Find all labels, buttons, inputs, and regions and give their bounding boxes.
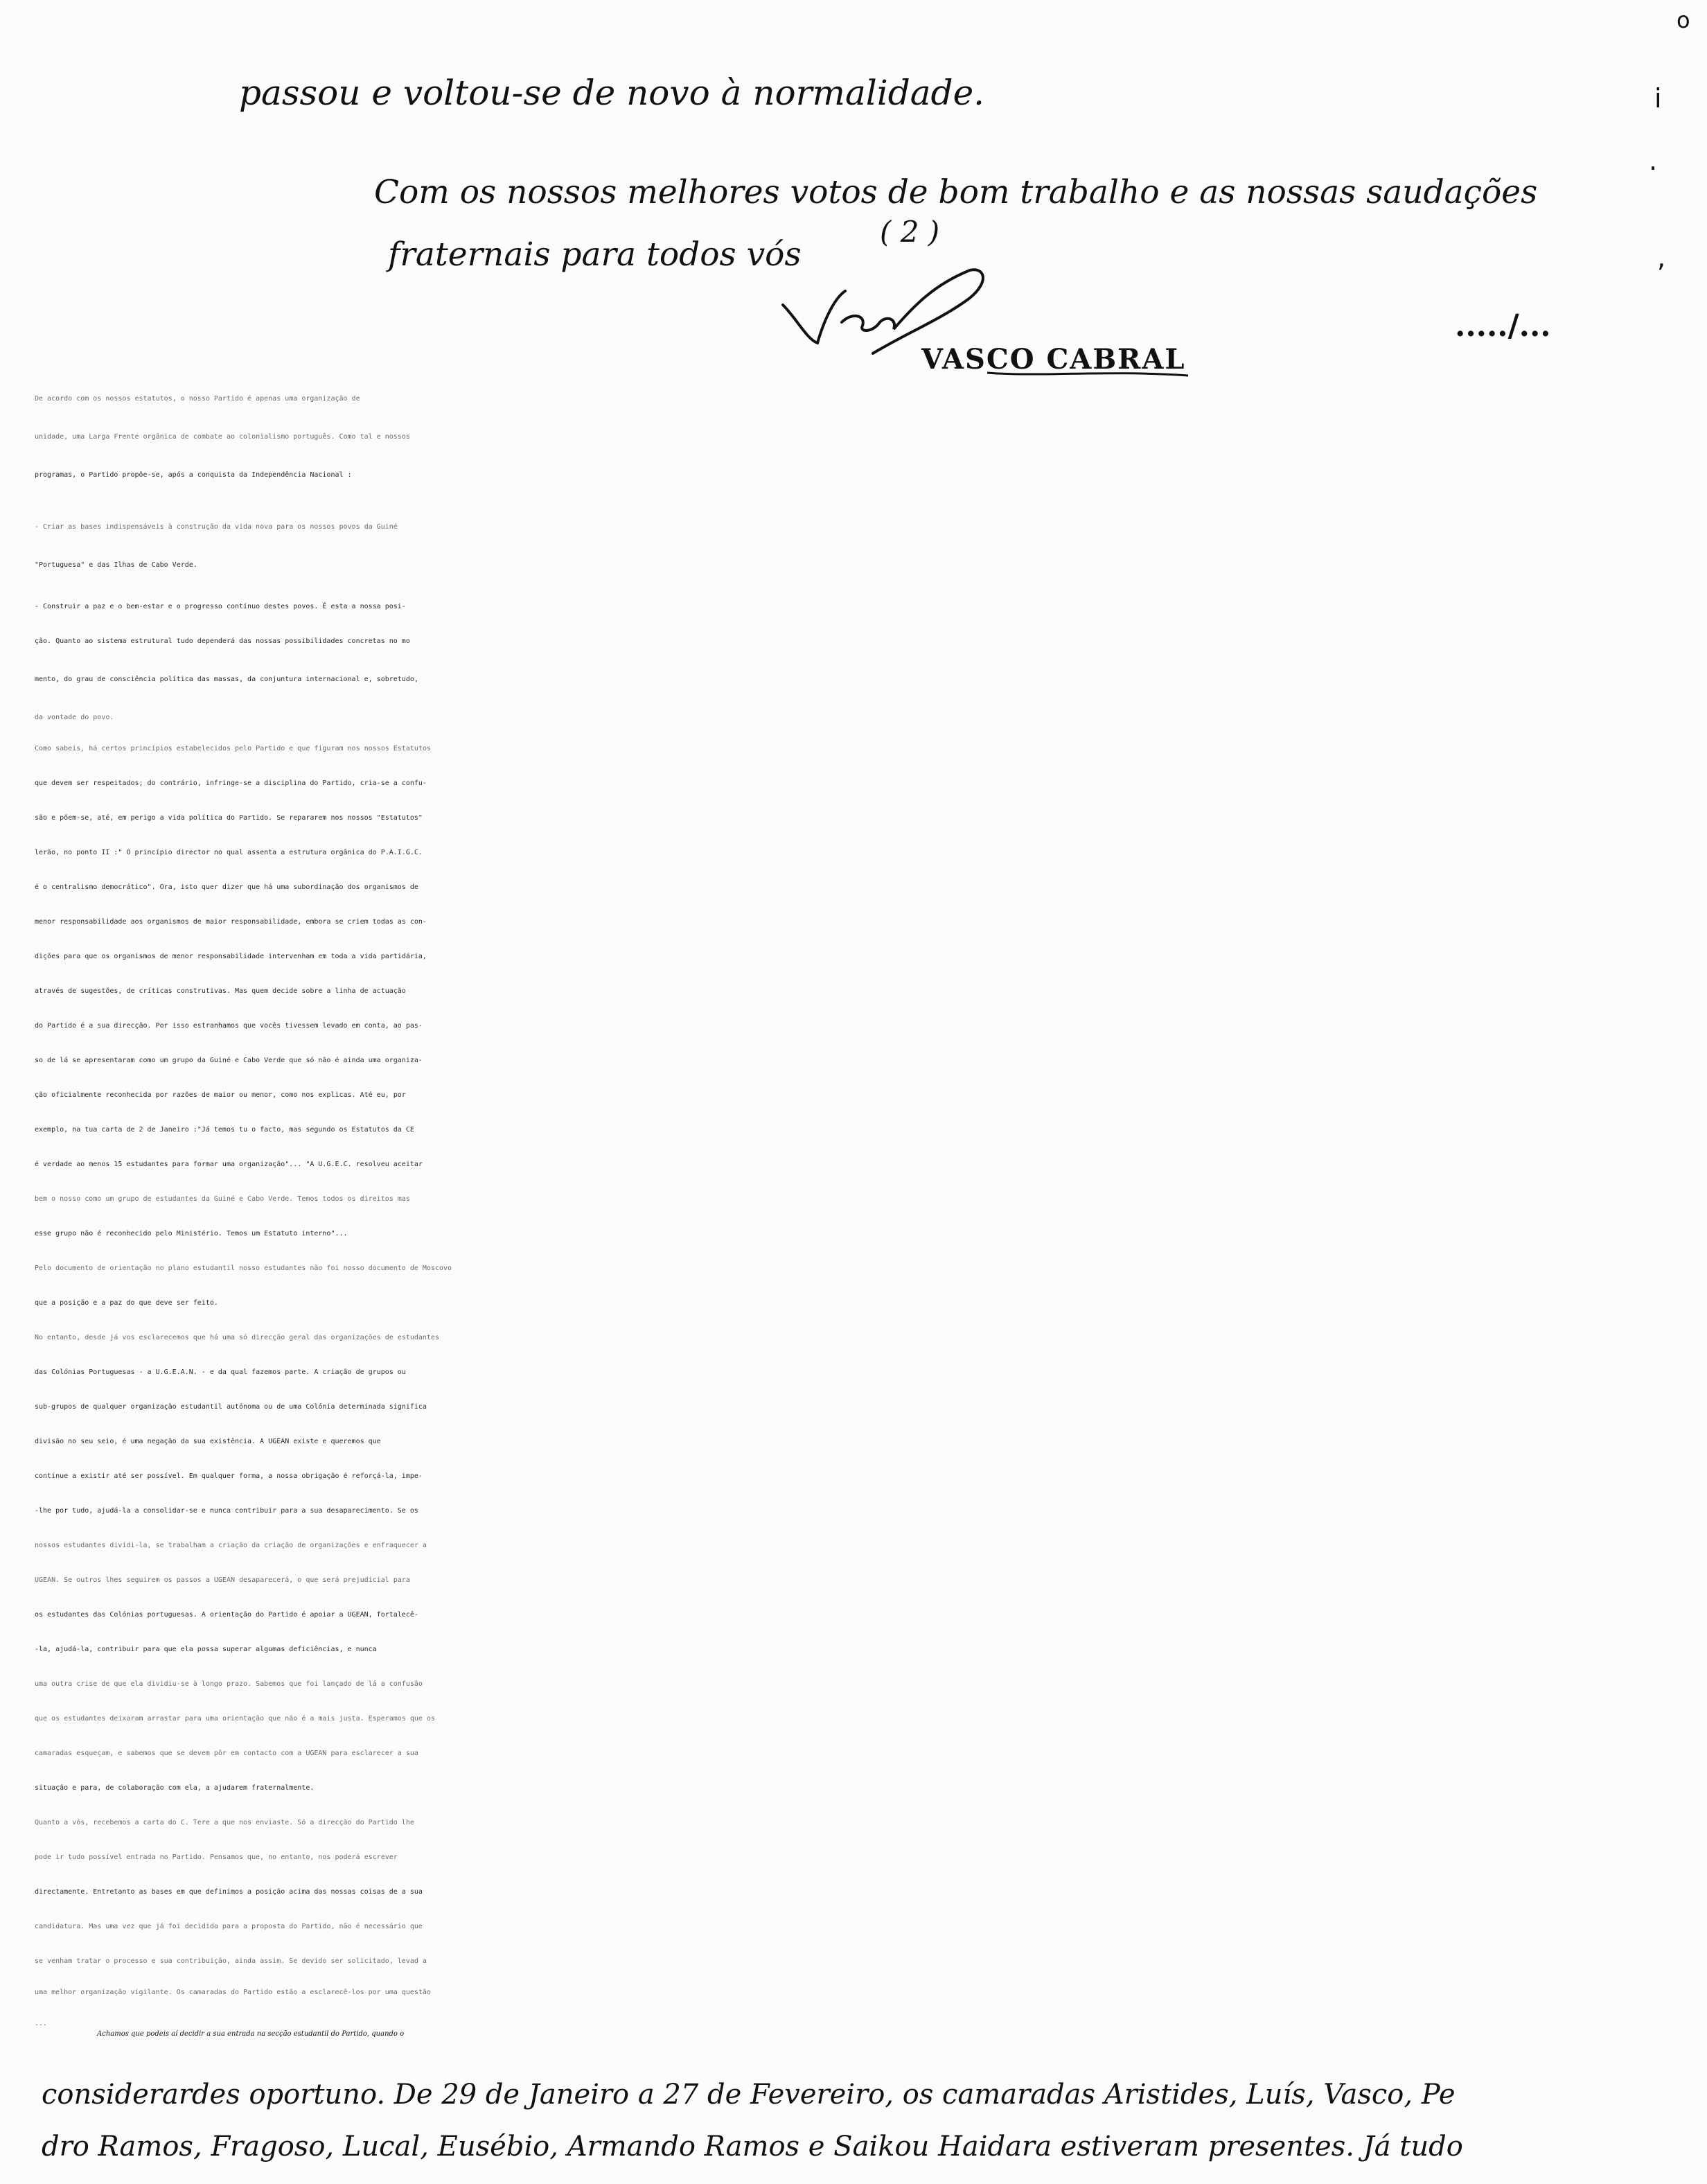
typed-line: ção. Quanto ao sistema estrutural tudo dependerá das nossas possibilidades concretas no mo (35, 637, 410, 645)
typed-line: através de sugestões, de críticas construtivas. Mas quem decide sobre a linha de actuação (35, 987, 406, 995)
typed-line: -lhe por tudo, ajudá-la a consolidar-se e nunca contribuir para a sua desaparecimento. Se os (35, 1507, 418, 1515)
handwritten-line: considerardes oportuno. De 29 de Janeiro a 27 de Fevereiro, os camaradas Aristides, Luís, Vasco, Pe (42, 2079, 1456, 2111)
margin-mark: i (1654, 83, 1662, 114)
typed-line: ção oficialmente reconhecida por razões de maior ou menor, como nos explicas. Até eu, por (35, 1091, 406, 1099)
typed-line: é verdade ao menos 15 estudantes para formar uma organização"... "A U.G.E.C. resolveu aceitar (35, 1161, 423, 1168)
handwritten-greeting: Com os nossos melhores votos de bom trabalho e as nossas saudações (374, 173, 1538, 211)
typed-line: Como sabeis, há certos princípios estabelecidos pelo Partido e que figuram nos nossos Estatutos (35, 745, 431, 752)
typed-line: mento, do grau de consciência política das massas, da conjuntura internacional e, sobretudo, (35, 676, 418, 683)
typed-line: os estudantes das Colónias portuguesas. A orientação do Partido é apoiar a UGEAN, fortalecê- (35, 1611, 418, 1619)
handwritten-line: passou e voltou-se de novo à normalidade. (239, 73, 985, 113)
typed-line: nossos estudantes dividi-la, se trabalham a criação da criação de organizações e enfraquecer a (35, 1542, 427, 1549)
typed-line: se venham tratar o processo e sua contribuição, ainda assim. Se devido ser solicitado, levad a (35, 1957, 427, 1965)
typed-line: são e põem-se, até, em perigo a vida política do Partido. Se repararem nos nossos "Estatutos" (35, 814, 423, 822)
typed-line: que a posição e a paz do que deve ser feito. (35, 1299, 218, 1307)
typed-line: das Colónias Portuguesas - a U.G.E.A.N. - e da qual fazemos parte. A criação de grupos ou (35, 1368, 406, 1376)
typed-line: Pelo documento de orientação no plano estudantil nosso estudantes não foi nosso documento de Moscovo (35, 1265, 452, 1272)
typed-line: que os estudantes deixaram arrastar para uma orientação que não é a mais justa. Esperamos que os (35, 1715, 435, 1723)
typed-line: esse grupo não é reconhecido pelo Ministério. Temos um Estatuto interno"... (35, 1230, 348, 1238)
typed-line: uma outra crise de que ela dividiu-se à longo prazo. Sabemos que foi lançado de lá a confusão (35, 1680, 423, 1688)
typed-line: exemplo, na tua carta de 2 de Janeiro :"Já temos tu o facto, mas segundo os Estatutos da CE (35, 1126, 414, 1134)
typed-line: ... (35, 2020, 48, 2027)
margin-mark: . (1649, 146, 1658, 176)
typed-line: lerão, no ponto II :" O princípio director no qual assenta a estrutura orgânica do P.A.I.G.C. (35, 849, 423, 856)
typed-line: é o centralismo democrático". Ora, isto quer dizer que há uma subordinação dos organismos de (35, 883, 418, 891)
typed-line: De acordo com os nossos estatutos, o nosso Partido é apenas uma organização de (35, 395, 360, 403)
typed-line: menor responsabilidade aos organismos de maior responsabilidade, embora se criem todas as con- (35, 918, 427, 926)
typed-line: da vontade do povo. (35, 714, 114, 721)
continuation-mark: ...../... (1455, 308, 1551, 344)
typed-line: so de lá se apresentaram como um grupo da Guiné e Cabo Verde que só não é ainda uma organiza- (35, 1057, 423, 1064)
typed-line: situação e para, de colaboração com ela, a ajudarem fraternalmente. (35, 1784, 315, 1792)
typed-line: No entanto, desde já vos esclarecemos que há uma só direcção geral das organizações de estudantes (35, 1334, 439, 1341)
bracket-note: ( 2 ) (880, 215, 940, 249)
typed-line: programas, o Partido propõe-se, após a conquista da Independência Nacional : (35, 471, 352, 479)
typed-line: candidatura. Mas uma vez que já foi decidida para a proposta do Partido, não é necessário que (35, 1923, 423, 1930)
typed-line: dições para que os organismos de menor responsabilidade intervenham em toda a vida partidária, (35, 953, 427, 960)
typed-line: divisão no seu seio, é uma negação da sua existência. A UGEAN existe e queremos que (35, 1438, 381, 1445)
typed-line: camaradas esqueçam, e sabemos que se devem pôr em contacto com a UGEAN para esclarecer a sua (35, 1750, 418, 1757)
typed-line: unidade, uma Larga Frente orgânica de combate ao colonialismo português. Como tal e nossos (35, 433, 410, 441)
signatory-name: VASCO CABRAL (921, 343, 1186, 376)
typed-line: Quanto a vós, recebemos a carta do C. Tere a que nos enviaste. Só a direcção do Partido lhe (35, 1819, 414, 1826)
typed-line: continue a existir até ser possível. Em qualquer forma, a nossa obrigação é reforçá-la, impe- (35, 1472, 423, 1480)
typed-line: pode ir tudo possível entrada no Partido. Pensamos que, no entanto, nos poderá escrever (35, 1853, 398, 1861)
handwritten-line: Achamos que podeis aí decidir a sua entrada na secção estudantil do Partido, quando o (97, 2030, 405, 2038)
handwritten-greeting: fraternais para todos vós (388, 236, 802, 274)
typed-line: do Partido é a sua direcção. Por isso estranhamos que vocês tivessem levado em conta, ao pas- (35, 1022, 423, 1030)
typed-line: "Portuguesa" e das Ilhas de Cabo Verde. (35, 561, 197, 569)
typed-line: - Criar as bases indispensáveis à construção da vida nova para os nossos povos da Guiné (35, 523, 398, 531)
typed-line: que devem ser respeitados; do contrário, infringe-se a disciplina do Partido, cria-se a confu- (35, 780, 427, 787)
typed-line: sub-grupos de qualquer organização estudantil autónoma ou de uma Colónia determinada significa (35, 1403, 427, 1411)
typed-line: -la, ajudá-la, contribuir para que ela possa superar algumas deficiências, e nunca (35, 1646, 377, 1653)
corner-mark: o (1677, 7, 1690, 33)
typed-line: UGEAN. Se outros lhes seguirem os passos a UGEAN desaparecerá, o que será prejudicial para (35, 1576, 410, 1584)
margin-mark: , (1657, 243, 1666, 273)
typed-line: uma melhor organização vigilante. Os camaradas do Partido estão a esclarecê-los por uma questão (35, 1989, 431, 1996)
typed-line: directamente. Entretanto as bases em que definimos a posição acima das nossas coisas de a sua (35, 1888, 423, 1896)
typed-line: - Construir a paz e o bem-estar e o progresso contínuo destes povos. É esta a nossa posi- (35, 603, 406, 610)
handwritten-line: dro Ramos, Fragoso, Lucal, Eusébio, Armando Ramos e Saikou Haidara estiveram presentes. Já tudo (42, 2131, 1463, 2163)
typed-line: bem o nosso como um grupo de estudantes da Guiné e Cabo Verde. Temos todos os direitos mas (35, 1195, 410, 1203)
signatory-underline (984, 367, 1192, 381)
